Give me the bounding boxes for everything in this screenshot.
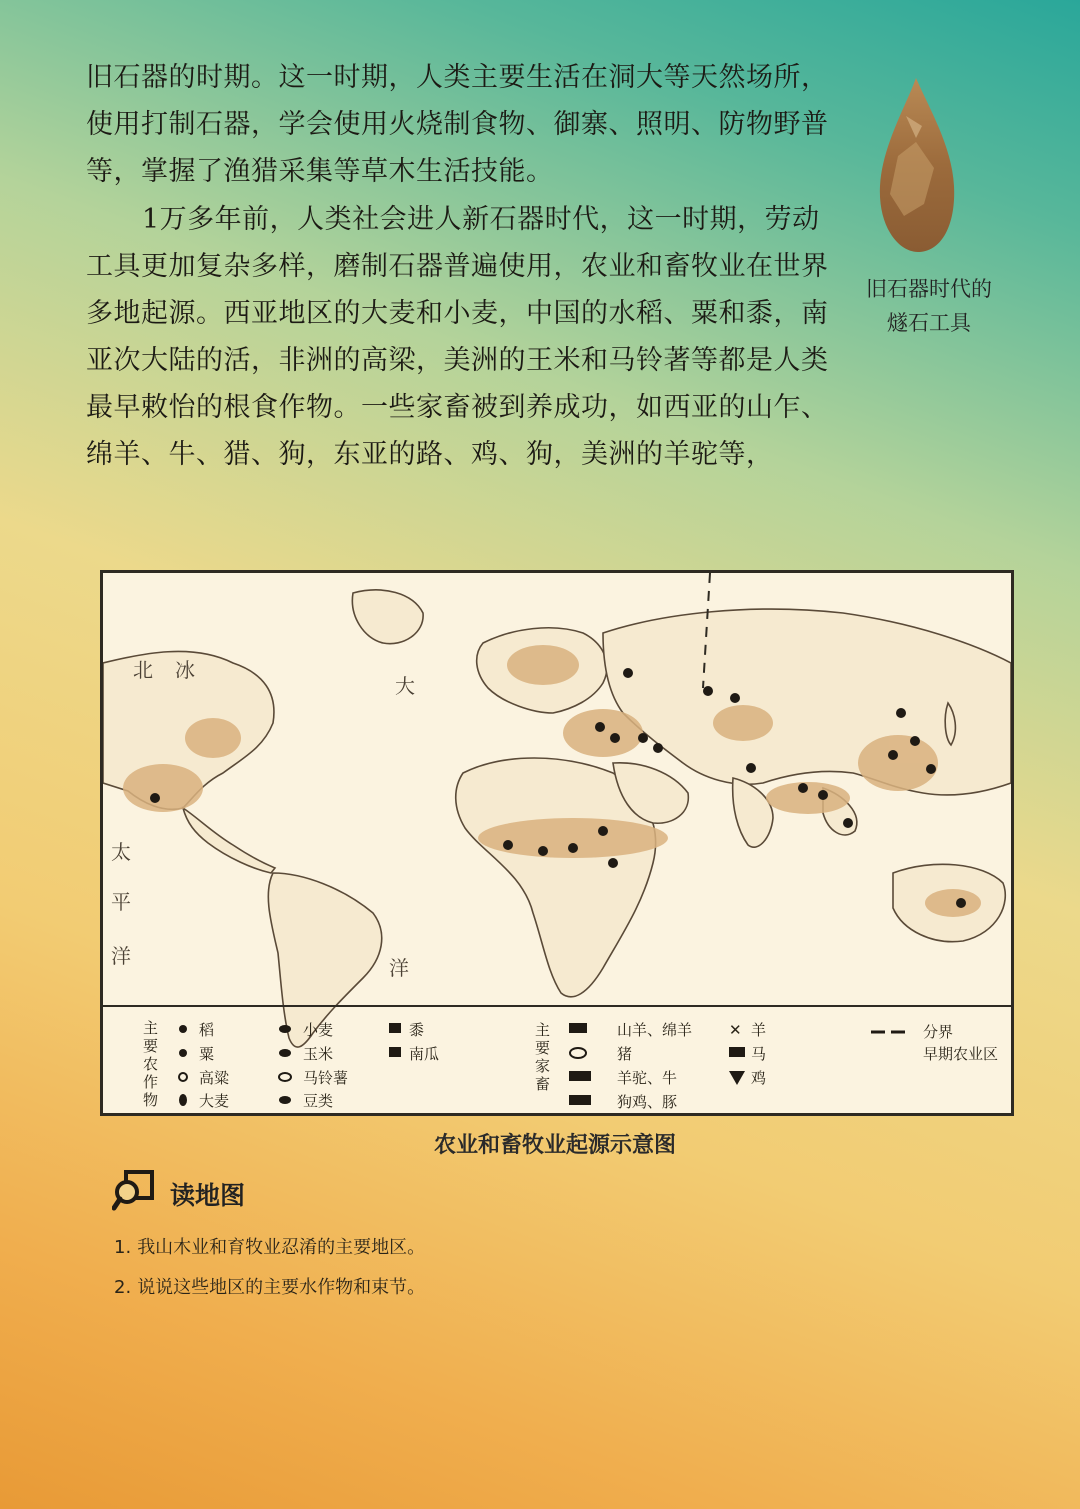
legend-animals-col2 [729,1021,766,1087]
svg-text:黍: 黍 [409,1021,425,1039]
world-map-svg [103,573,1011,1113]
question-item [114,1228,425,1268]
question-text: 说说这些地区的主要水作物和束节。 [137,1277,426,1298]
svg-text:羊: 羊 [751,1021,767,1039]
svg-text:玉米: 玉米 [303,1045,334,1063]
ocean-label-atlantic: 大 [395,674,415,698]
origin-map [100,570,1014,1116]
svg-text:羊驼、牛: 羊驼、牛 [617,1069,678,1087]
paragraph-paleolithic: 旧石器的时期。这一时期，人类主要生活在洞大等天然场所，使用打制石器，学会使用火烧制食物、御寨、照明、防物野普等，掌握了渔猎采集等草木生活技能。 [86,62,829,187]
svg-text:作: 作 [143,1073,159,1091]
svg-text:早期农业区: 早期农业区 [923,1045,999,1063]
svg-text:稻: 稻 [199,1021,215,1039]
legend-crops-col3 [389,1021,439,1063]
question-number: 2. [114,1277,132,1298]
tool-caption [856,272,1002,340]
svg-text:猪: 猪 [617,1045,633,1063]
svg-text:南瓜: 南瓜 [409,1045,440,1063]
ocean-label-pacific-3: 洋 [111,944,131,968]
india [733,778,773,847]
svg-text:高粱: 高粱 [199,1069,230,1087]
paragraph-neolithic: 1万多年前，人类社会进人新石器时代，这一时期，劳动工具更加复杂多样，磨制石器普遍使用，农业和畜牧业在世界多地起源。西亚地区的大麦和小麦，中国的水稻、粟和黍，南亚次大陆的活，非洲的高梁，美洲的王米和马铃著等都是人类最早敕怡的根食作物。一些家畜被到养成功，如西亚的山乍、绵羊、牛、猎、狗，东亚的路、鸡、狗，美洲的羊驼等， [86,204,829,470]
svg-text:要: 要 [535,1039,551,1057]
asia [603,609,1011,795]
svg-text:要: 要 [143,1037,159,1055]
svg-text:主: 主 [535,1021,551,1039]
greenland [352,590,423,644]
svg-text:小麦: 小麦 [303,1021,334,1039]
svg-text:畜: 畜 [535,1075,551,1093]
svg-text:鸡: 鸡 [751,1069,767,1087]
central-america [183,808,275,873]
map-legend [143,1019,998,1111]
ocean-label-pacific-2: 平 [111,890,131,914]
tool-caption-line1: 旧石器时代的 [866,277,992,301]
ocean-label-pacific-1: 太 [111,840,131,864]
svg-text:分界: 分界 [923,1023,954,1041]
legend-crops-heading [143,1019,158,1109]
legend-animals-heading [535,1021,550,1093]
svg-text:狗鸡、豚: 狗鸡、豚 [617,1093,678,1111]
question-text: 我山木业和育牧业忍淆的主要地区。 [137,1237,426,1258]
legend-animals-col1 [569,1021,692,1111]
read-map-questions [114,1228,425,1308]
svg-text:马: 马 [751,1045,767,1063]
svg-text:主: 主 [143,1019,159,1037]
svg-text:大麦: 大麦 [199,1092,230,1110]
svg-text:粟: 粟 [199,1045,215,1063]
ocean-label-indian: 洋 [389,956,409,980]
svg-text:✕: ✕ [729,1021,742,1039]
legend-crops-col1 [179,1021,230,1110]
read-map-title: 读地图 [170,1181,246,1210]
svg-text:物: 物 [143,1091,159,1109]
svg-text:家: 家 [535,1057,551,1075]
svg-text:山羊、绵羊: 山羊、绵羊 [617,1021,693,1039]
legend-boundary [871,1023,998,1063]
tool-caption-line2: 燧石工具 [887,311,971,335]
svg-text:豆类: 豆类 [303,1092,334,1110]
question-item [114,1268,425,1308]
question-number: 1. [114,1237,132,1258]
svg-text:农: 农 [143,1055,159,1073]
flint-tool-image [876,76,958,254]
map-title: 农业和畜牧业起源示意图 [433,1133,676,1158]
ocean-label-corner-1: 北 [133,658,153,682]
magnifier-icon [112,1170,158,1214]
svg-text:马铃薯: 马铃薯 [303,1069,349,1087]
ocean-label-corner-2: 冰 [175,658,195,682]
